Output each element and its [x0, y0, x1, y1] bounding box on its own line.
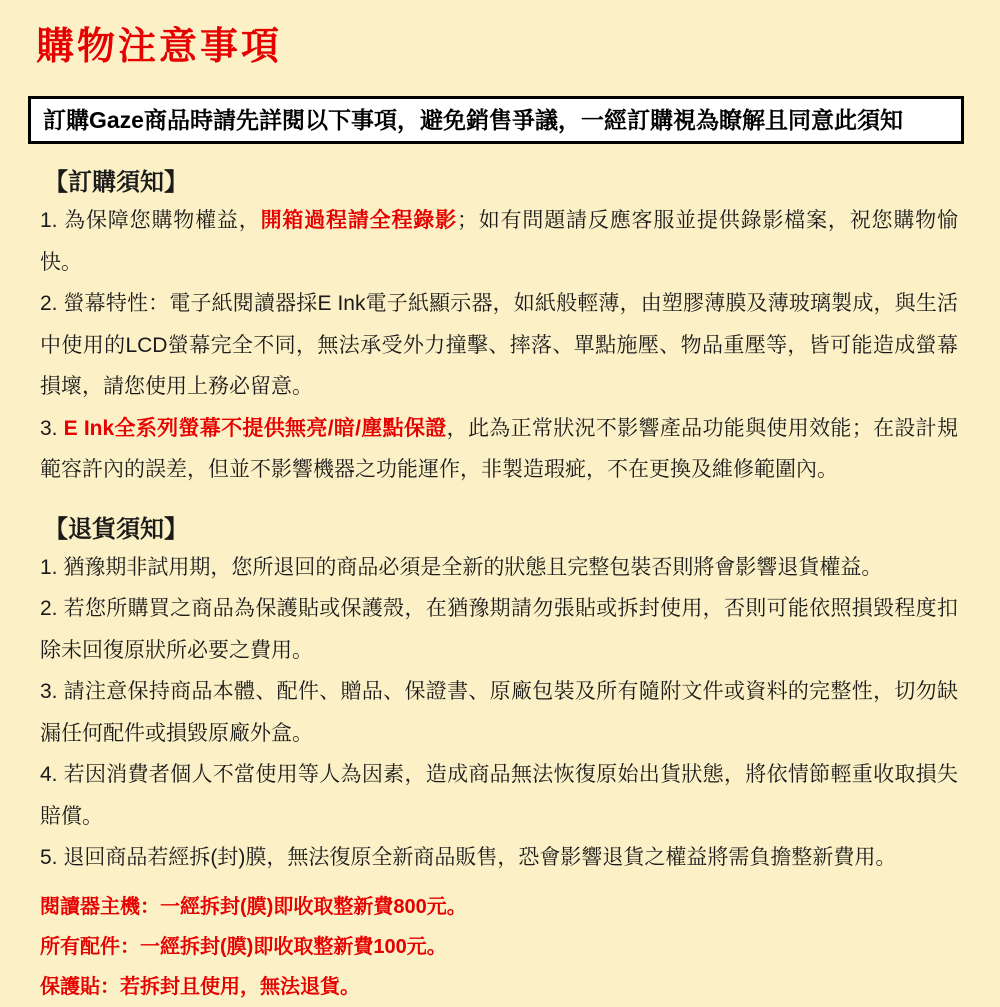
content-area: [0, 168, 1000, 1007]
return-item-3: 3. 請注意保持商品本體、配件、贈品、保證書、原廠包裝及所有隨附文件或資料的完整性，切勿缺漏任何配件或損毀原廠外盒。: [40, 680, 958, 745]
order-item-3-suffix: ，此為正常狀況不影響產品功能與使用效能；在設計規範容許內的誤差，但並不影響機器之功能運作，非製造瑕疵，不在更換及維修範圍內。: [40, 416, 958, 481]
fee-notice-group: [40, 887, 958, 1007]
fee-line-protector: 保護貼：若拆封且使用，無法退貨。: [40, 975, 360, 998]
order-item-2-prefix: 2. 螢幕特性：電子紙閱讀器採E Ink電子紙顯示器，如紙般輕薄，由塑膠薄膜及薄玻璃製成，與生活中使用的LCD螢幕完全不同，無法承受外力撞擊、摔落、單點施壓、物品重壓等，皆可能造成螢幕損壞，請您使用上務必留意。: [40, 292, 958, 398]
return-item-4: 4. 若因消費者個人不當使用等人為因素，造成商品無法恢復原始出貨狀態，將依情節輕重收取損失賠償。: [40, 763, 958, 828]
order-item-3-highlight: E Ink全系列螢幕不提供無亮/暗/塵點保證: [63, 416, 447, 440]
return-item-5: 5. 退回商品若經拆(封)膜，無法復原全新商品販售，恐會影響退貨之權益將需負擔整新費用。: [40, 846, 897, 869]
page-title: 購物注意事項: [36, 26, 283, 68]
order-item-2: [40, 283, 958, 408]
section-heading-return: 【退貨須知】: [44, 515, 188, 543]
fee-line-accessories: 所有配件：一經拆封(膜)即收取整新費100元。: [40, 935, 447, 958]
order-item-1-suffix: ；如有問題請反應客服並提供錄影檔案，祝您購物愉快。: [40, 209, 959, 274]
fee-line-reader: 閱讀器主機：一經拆封(膜)即收取整新費800元。: [40, 895, 467, 918]
notice-banner: 訂購Gaze商品時請先詳閱以下事項，避免銷售爭議，一經訂購視為瞭解且同意此須知: [28, 96, 964, 144]
return-item-2: 2. 若您所購買之商品為保護貼或保護殼，在猶豫期請勿張貼或拆封使用，否則可能依照損毀程度扣除未回復原狀所必要之費用。: [40, 597, 958, 662]
section-heading-order: 【訂購須知】: [44, 169, 188, 196]
order-item-1-highlight: 開箱過程請全程錄影: [260, 209, 457, 232]
order-item-1: [40, 200, 958, 283]
order-item-3: [40, 408, 958, 491]
order-item-1-prefix: 1. 為保障您購物權益，: [40, 209, 261, 232]
return-item-1: 1. 猶豫期非試用期，您所退回的商品必須是全新的狀態且完整包裝否則將會影響退貨權益。: [40, 555, 883, 579]
order-item-3-prefix: 3.: [40, 416, 64, 440]
